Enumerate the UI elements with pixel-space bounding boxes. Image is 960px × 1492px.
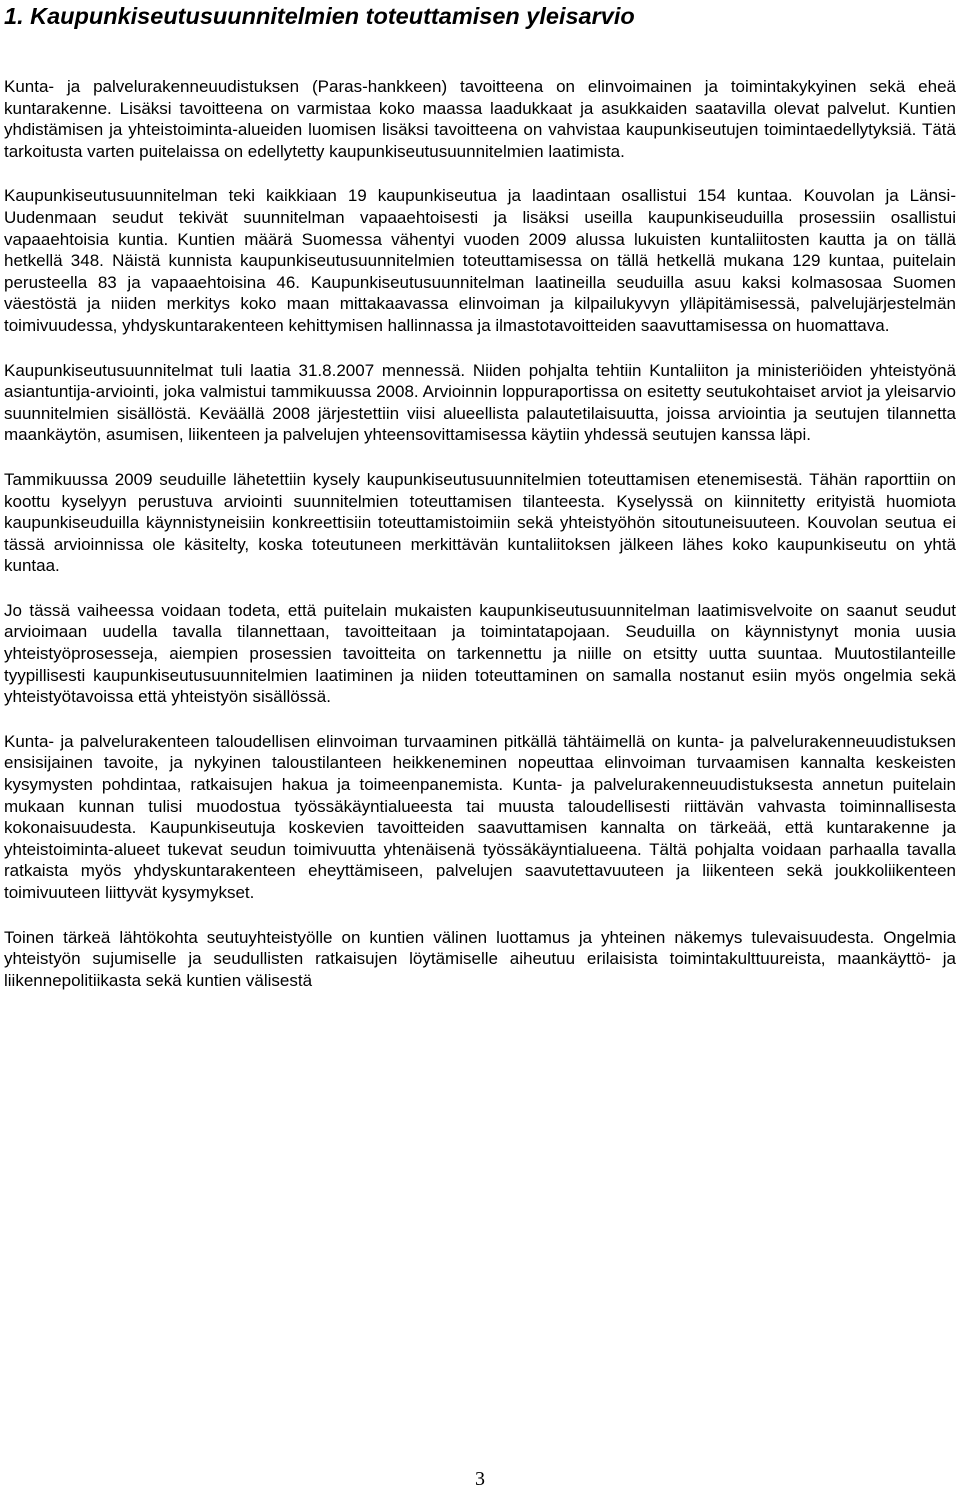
paragraph-trust: Toinen tärkeä lähtökohta seutuyhteistyölle on kuntien välinen luottamus ja yhteinen näkemys tulevaisuudesta. Ongelmia yhteistyön sujumiselle ja seudullisten ratkaisujen löytämiselle aiheutuu erilaisista toimintakulttuureista, maankäyttö- ja liikennepolitiikasta sekä kuntien välisestä [4, 927, 956, 990]
section-heading: 1. Kaupunkiseutusuunnitelmien toteuttamisen yleisarvio [4, 3, 635, 29]
paragraph-evaluation: Kaupunkiseutusuunnitelmat tuli laatia 31.8.2007 mennessä. Niiden pohjalta tehtiin Kuntaliiton ja ministeriöiden yhteistyönä asiantuntija-arviointi, joka valmistui tammikuussa 2008. Arvioinnin loppuraportissa on esitetty seutukohtaiset arviot ja yleisarvio suunnitelmien sisällöstä. Keväällä 2008 järjestettiin viisi alueellista palautetilaisuutta, joissa arviointia ja seutujen tilannetta maankäytön, asumisen, liikenteen ja palvelujen yhteensovittamisessa käytiin yhdessä seutujen kanssa läpi. [4, 360, 956, 445]
paragraph-economic-vitality: Kunta- ja palvelurakenteen taloudellisen elinvoiman turvaaminen pitkällä tähtäimellä on kunta- ja palvelurakenneuudistuksen ensisijainen tavoite, ja nykyinen taloustilanteen heikkeneminen nopeuttaa elinvoiman turvaamisen kannalta keskeisten kysymysten pohdintaa, ratkaisujen hakua ja toimeenpanemista. Kunta- ja palvelurakenneuudistuksesta annetun puitelain mukaan kunnan tulisi muodostua työssäkäyntialueesta tai muusta taloudellisesti riittävän vahvasta toiminnallisesta kokonaisuudesta. Kaupunkiseutuja koskevien tavoitteiden saavuttamisen kannalta on tärkeää, että kuntarakenne ja yhteistoiminta-alueet tukevat seudun toimivuutta yhtenäisenä työssäkäyntialueena. Tältä pohjalta voidaan parhaalla tavalla ratkaista myös yhdyskuntarakenteen eheyttämiseen, palvelujen saavutettavuuteen ja liikenteen sekä joukkoliikenteen toimivuuteen liittyvät kysymykset. [4, 731, 956, 902]
paragraph-participation: Kaupunkiseutusuunnitelman teki kaikkiaan 19 kaupunkiseutua ja laadintaan osallistui 154 kuntaa. Kouvolan ja Länsi-Uudenmaan seudut tekivät suunnitelman vapaaehtoisesti ja lisäksi useilla kaupunkiseuduilla prosessiin osallistui vapaaehtoisia kuntia. Kuntien määrä Suomessa vähentyi vuoden 2009 alussa lukuisten kuntaliitosten kautta ja on tällä hetkellä 348. Näistä kunnista kaupunkiseutusuunnitelmien toteuttamisessa on tällä hetkellä mukana 129 kuntaa, puitelain perusteella 83 ja vapaaehtoisina 46. Kaupunkiseutusuunnitelman laatineilla seuduilla asuu kaksi kolmasosaa Suomen väestöstä ja niiden merkitys koko maan mittakaavassa elinvoiman ja kilpailukyvyn ylläpitämisessä, palvelujärjestelmän toimivuudessa, yhdyskuntarakenteen kehittymisen hallinnassa ja ilmastotavoitteiden saavuttamisessa on huomattava. [4, 186, 956, 335]
paragraph-survey: Tammikuussa 2009 seuduille lähetettiin kysely kaupunkiseutusuunnitelmien toteuttamisen etenemisestä. Tähän raporttiin on koottu kyselyyn perustuva arviointi suunnitelmien toteuttamisen tilanteesta. Kyselyssä on kiinnitetty erityistä huomiota kaupunkiseuduilla käynnistyneisiin konkreettisiin toteuttamistoimiin sekä yhteistyöhön sitoutuneisuuteen. Kouvolan seutua ei tässä arvioinnissa ole käsitelty, koska toteutuneen merkittävän kuntaliitoksen jälkeen lähes koko kaupunkiseutu on yhtä kuntaa. [4, 469, 956, 576]
paragraph-observations: Jo tässä vaiheessa voidaan todeta, että puitelain mukaisten kaupunkiseutusuunnitelman laatimisvelvoite on saanut seudut arvioimaan uudella tavalla tilannettaan, tavoitteitaan ja toimintatapojaan. Seuduilla on käynnistynyt monia uusia yhteistyöprosesseja, aiempien prosessien tavoitteita on tarkennettu ja niille on etsitty uutta suuntaa. Muutostilanteille tyypillisesti kaupunkiseutusuunnitelmien laatiminen ja niiden toteuttaminen on samalla nostanut esiin myös ongelmia sekä yhteistyötavoissa että yhteistyön sisällössä. [4, 600, 956, 707]
paragraph-intro: Kunta- ja palvelurakenneuudistuksen (Paras-hankkeen) tavoitteena on elinvoimainen ja toimintakykyinen sekä eheä kuntarakenne. Lisäksi tavoitteena on varmistaa koko maassa laadukkaat ja asukkaiden saatavilla olevat palvelut. Kuntien yhdistämisen ja yhteistoiminta-alueiden luomisen lisäksi tavoitteena on vahvistaa kaupunkiseutujen toimintaedellytyksiä. Tätä tarkoitusta varten puitelaissa on edellytetty kaupunkiseutusuunnitelmien laatimista. [4, 77, 956, 161]
page-number: 3 [475, 1468, 485, 1490]
body-text [4, 76, 956, 1014]
